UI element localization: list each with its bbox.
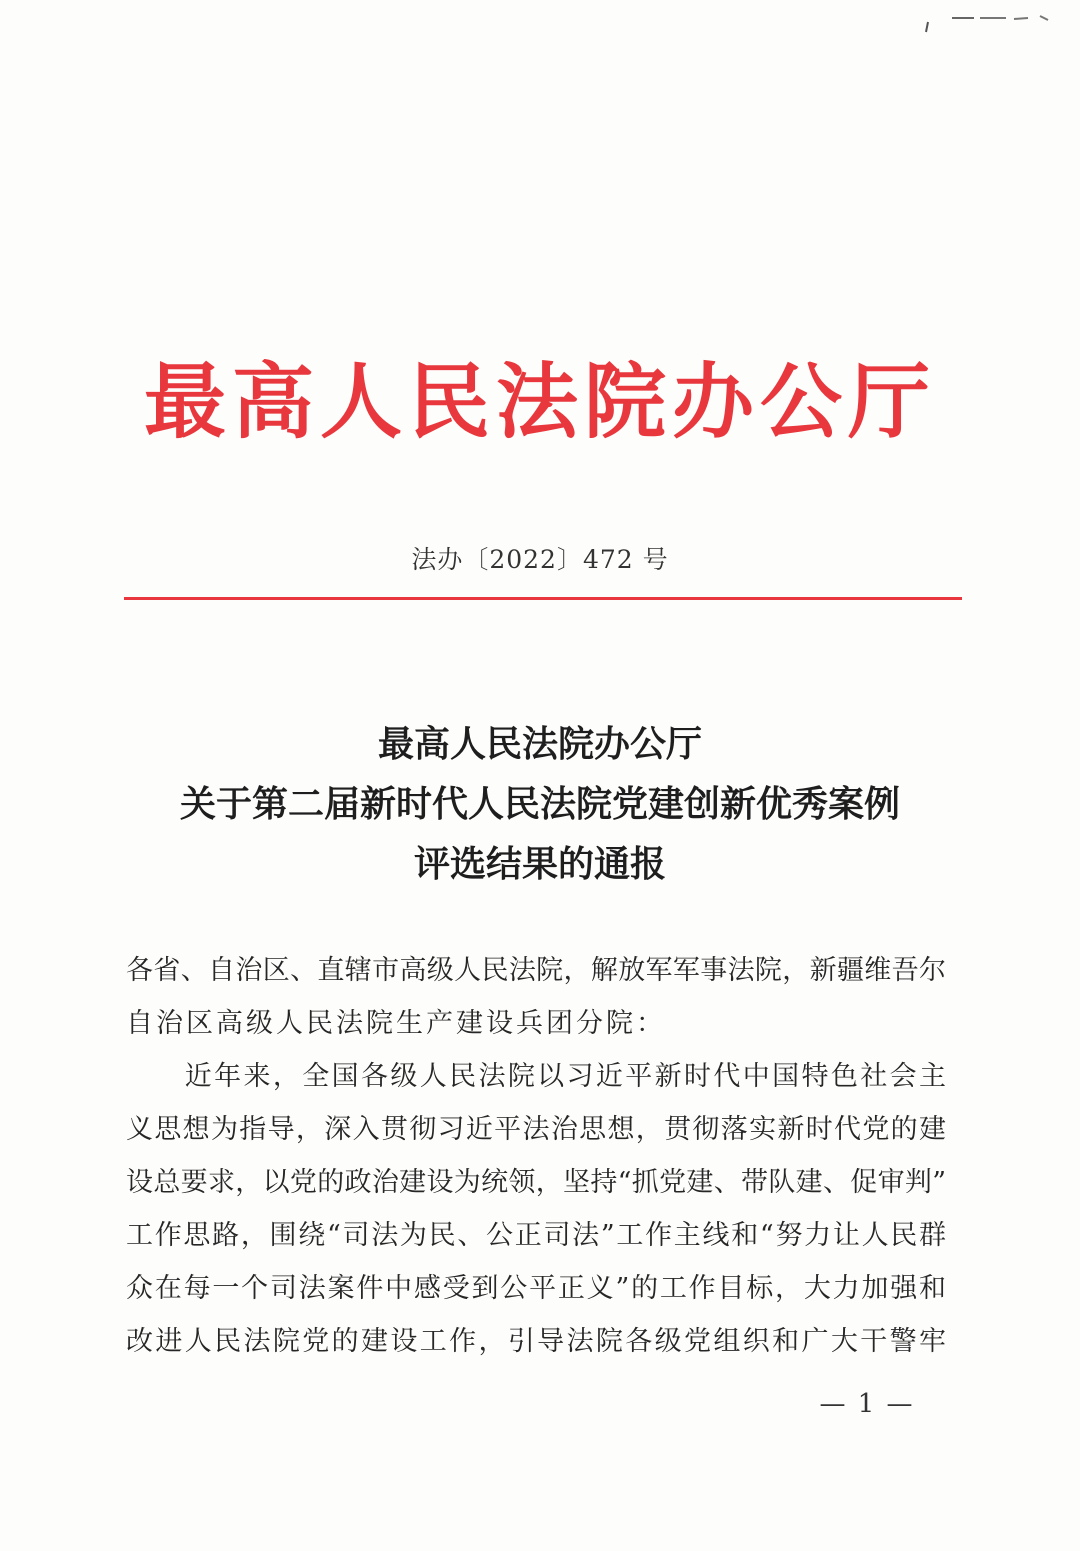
document-number: 法办〔2022〕472 号 [411,545,669,574]
title-line-1: 最高人民法院办公厅 [377,723,702,765]
body-line-8: 改进人民法院党的建设工作，引导法院各级党组织和广大干警牢 [126,1326,946,1357]
body-line-3: 近年来，全国各级人民法院以习近平新时代中国特色社会主 [126,1061,946,1092]
body-line-5: 设总要求，以党的政治建设为统领，坚持“抓党建、带队建、促审判” [126,1167,946,1198]
document-title [0,714,1080,894]
body-line-7: 众在每一个司法案件中感受到公平正义”的工作目标，大力加强和 [126,1273,946,1304]
body-line-6: 工作思路，围绕“司法为民、公正司法”工作主线和“努力让人民群 [126,1220,946,1251]
body-line-1: 各省、自治区、直辖市高级人民法院，解放军军事法院，新疆维吾尔 [126,955,946,986]
issuing-authority-masthead: 最高人民法院办公厅 [143,354,936,450]
document-body [126,944,946,1368]
page-number: — 1 — [819,1389,915,1419]
title-line-3: 评选结果的通报 [413,843,666,885]
body-line-2: 自治区高级人民法院生产建设兵团分院： [126,1008,666,1039]
scan-corner-mark [922,8,1062,34]
title-line-2: 关于第二届新时代人民法院党建创新优秀案例 [179,783,900,825]
red-divider-line [124,597,962,600]
body-line-4: 义思想为指导，深入贯彻习近平法治思想，贯彻落实新时代党的建 [126,1114,946,1145]
